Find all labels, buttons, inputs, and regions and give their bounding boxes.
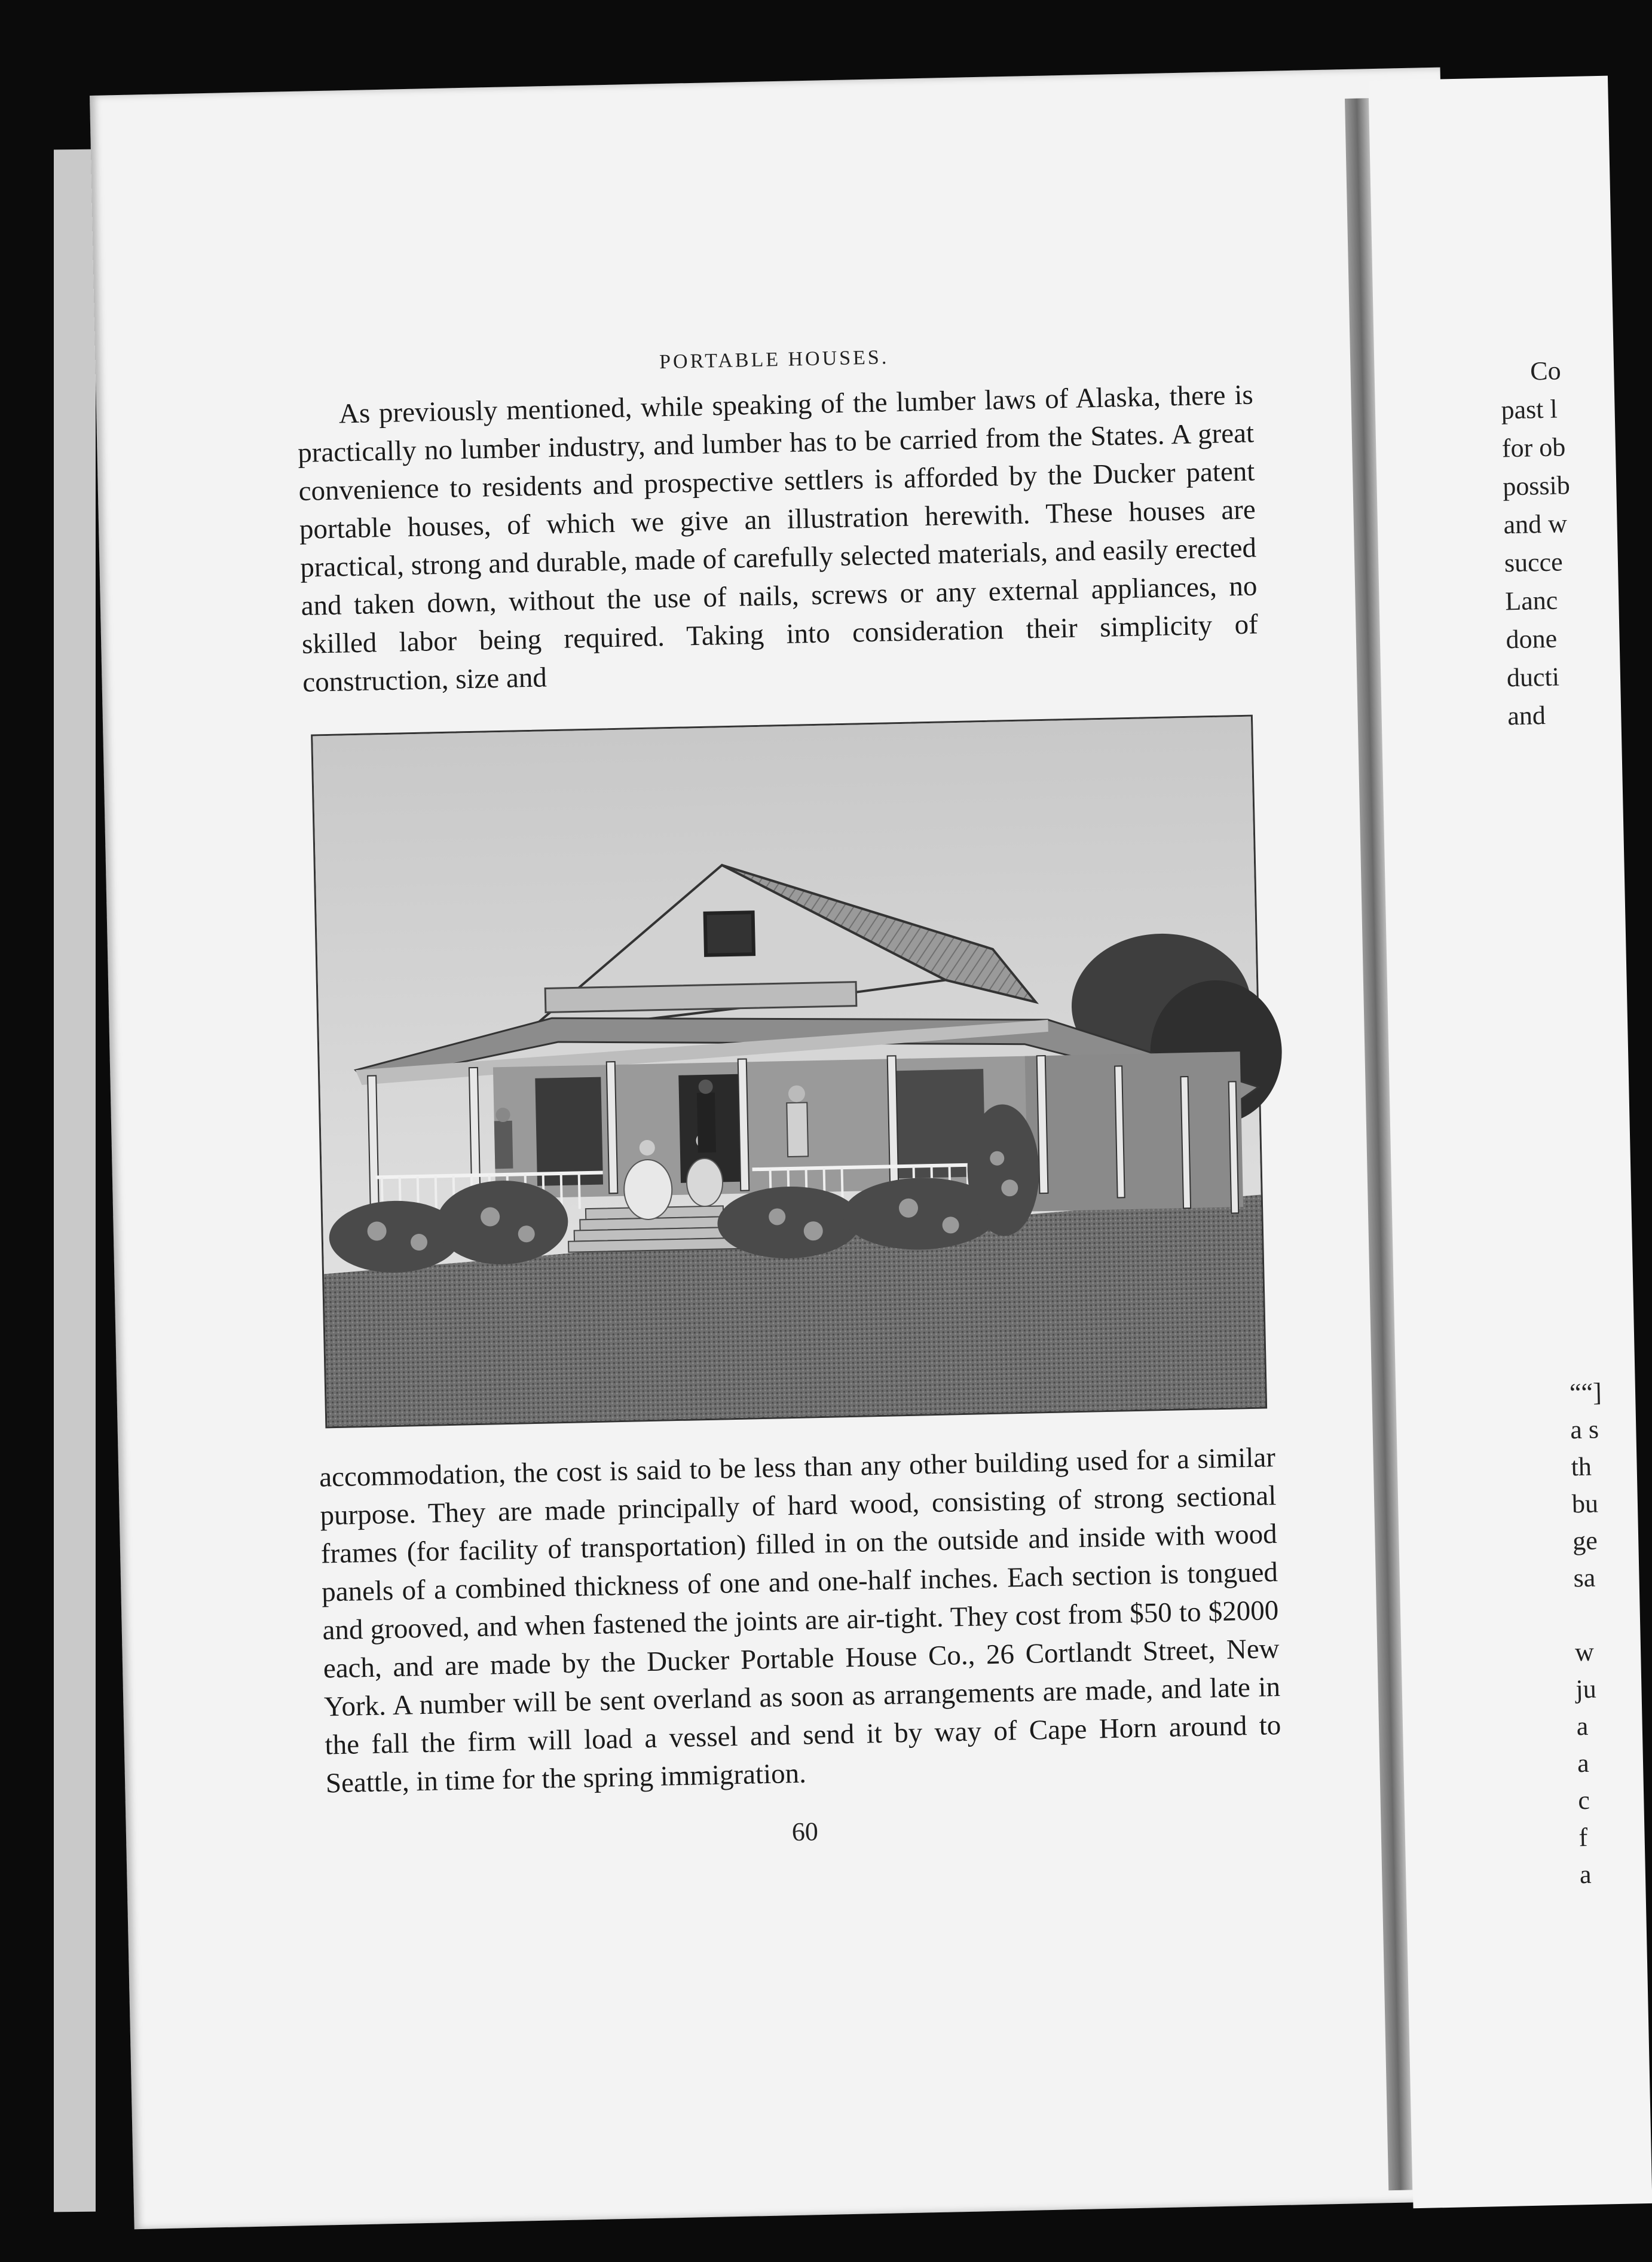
facing-page-fragment: w — [1574, 1637, 1595, 1667]
house-photo — [313, 717, 1265, 1427]
facing-page-fragment: ju — [1575, 1674, 1597, 1704]
facing-page-fragment: ““] — [1569, 1377, 1602, 1408]
facing-page-fragment: a — [1579, 1859, 1592, 1890]
facing-page-fragment: f — [1578, 1822, 1588, 1853]
facing-page-fragment: sa — [1573, 1563, 1596, 1593]
paragraph-2: accommodation, the cost is said to be less than any other building used for a similar purpose. They are made principally of hard wood, consisting of strong sectional frames (for facility of transportation) filled in on the outside and inside with wood panels of a combined thickness of one and one-half inches. Each section is tongued and grooved, and when fastened the joints are air-tight. They cost from $50 to $2000 each, and are made by the Ducker Portable House Co., 26 Cortlandt Street, New York. A number will be sent overland as soon as arrangements are made, and late in the fall the firm will load a vessel and send it by way of Cape Horn around to Seattle, in time for the spring immigration. — [319, 1442, 1281, 1799]
facing-page-fragment: and — [1507, 701, 1546, 731]
facing-page-fragment: ducti — [1506, 662, 1560, 693]
facing-page-fragment: Co — [1529, 356, 1562, 386]
facing-page-fragment: for ob — [1501, 432, 1566, 463]
facing-page-fragment: past l — [1501, 394, 1558, 425]
facing-page-fragment: bu — [1571, 1488, 1599, 1519]
facing-page-fragment: a — [1576, 1711, 1589, 1741]
facing-page-fragment: Lanc — [1504, 585, 1558, 616]
house-illustration — [311, 715, 1267, 1429]
paragraph-1: As previously mentioned, while speaking of the lumber laws of Alaska, there is practically no lumber industry, and lumber has to be carried from the States. A great convenience to residents and prospective settlers is afforded by the Ducker patent portable houses, of which we give an illustration herewith. These houses are practical, strong and durable, made of carefully selected materials, and easily erected and taken down, without the use of nails, screws or any external appliances, no skilled labor being required. Taking into consideration their simplicity of construction, size and — [297, 379, 1259, 698]
facing-page-fragment: and w — [1503, 509, 1568, 540]
facing-page-fragment: possib — [1502, 470, 1571, 502]
running-head: PORTABLE HOUSES. — [659, 346, 889, 374]
facing-page-fragment: a — [1577, 1748, 1590, 1778]
facing-page-fragment: c — [1577, 1785, 1590, 1815]
page-content — [296, 338, 1283, 1857]
page-number: 60 — [791, 1817, 819, 1847]
facing-page-fragment: done — [1506, 623, 1558, 655]
book-edge — [54, 149, 96, 2212]
facing-page — [1369, 76, 1652, 2209]
facing-page-fragment: succe — [1504, 547, 1564, 578]
facing-page-fragment: ge — [1572, 1526, 1598, 1556]
facing-page-fragment: a s — [1570, 1414, 1599, 1445]
facing-page-fragment: th — [1571, 1451, 1592, 1482]
